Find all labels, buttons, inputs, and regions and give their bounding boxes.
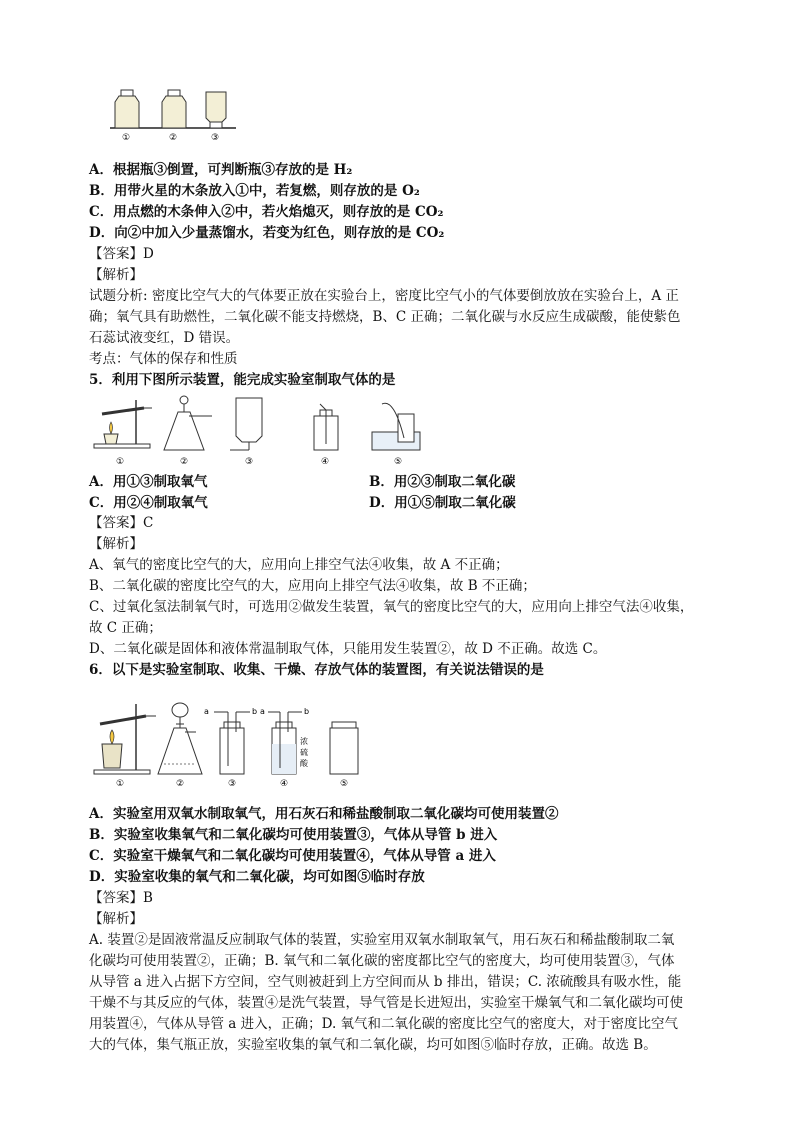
q4-topic: 考点：气体的保存和性质 bbox=[89, 351, 238, 367]
q4-answer: 【答案】D bbox=[89, 246, 154, 262]
q5-option-b: B．用②③制取二氧化碳 bbox=[369, 474, 516, 490]
fig6-port-a1: a bbox=[204, 707, 209, 716]
q6-analysis-line: 化碳均可使用装置②，正确；B. 氧气和二氧化碳的密度都比空气的密度大，均可使用装置③，气体 bbox=[89, 953, 675, 969]
q6-apparatus-figure bbox=[92, 698, 362, 788]
fig5-label-4: ④ bbox=[321, 457, 330, 467]
fig6-label-3: ③ bbox=[228, 779, 237, 788]
fig6-port-a2: a bbox=[260, 707, 265, 716]
q6-apparatus-3 bbox=[214, 712, 250, 774]
bottle-3-inverted bbox=[206, 92, 226, 128]
fig5-label-3: ③ bbox=[245, 457, 254, 467]
fig5-label-2: ② bbox=[180, 457, 189, 467]
fig1-label-1: ① bbox=[122, 133, 131, 143]
fig5-label-5: ⑤ bbox=[394, 457, 403, 467]
bottle-1-upright bbox=[115, 90, 139, 128]
fig6-label-5: ⑤ bbox=[340, 779, 349, 788]
apparatus-1-heating bbox=[94, 400, 152, 448]
q5-stem: 5．利用下图所示装置，能完成实验室制取气体的是 bbox=[89, 372, 396, 388]
q6-analysis-title: 【解析】 bbox=[89, 911, 143, 927]
fig1-label-3: ③ bbox=[211, 133, 220, 143]
q6-analysis-line: 从导管 a 进入占据下方空间，空气则被赶到上方空间而从 b 排出，错误；C. 浓硫酸具有吸水性，能 bbox=[89, 974, 682, 990]
fig6-port-b2: b bbox=[304, 707, 310, 716]
fig6-acid-char: 酸 bbox=[300, 759, 308, 768]
q6-option-a: A．实验室用双氧水制取氧气，用石灰石和稀盐酸制取二氧化碳均可使用装置② bbox=[89, 806, 559, 822]
q6-apparatus-4 bbox=[268, 712, 302, 774]
q6-apparatus-2 bbox=[158, 703, 202, 774]
q5-apparatus-figure bbox=[92, 392, 432, 468]
q5-analysis-title: 【解析】 bbox=[89, 536, 143, 552]
q6-option-c: C．实验室干燥氧气和二氧化碳均可使用装置④，气体从导管 a 进入 bbox=[89, 848, 496, 864]
q4-option-a: A．根据瓶③倒置，可判断瓶③存放的是 H₂ bbox=[89, 162, 353, 178]
q4-analysis-title: 【解析】 bbox=[89, 267, 143, 283]
gas-bottles-figure bbox=[108, 88, 238, 144]
q4-option-b: B．用带火星的木条放入①中，若复燃，则存放的是 O₂ bbox=[89, 183, 420, 199]
q4-analysis-line: 试题分析: 密度比空气大的气体要正放在实验台上，密度比空气小的气体要倒放放在实验台上，A 正 bbox=[89, 288, 679, 304]
q5-analysis-line: C、过氧化氢法制氧气时，可选用②做发生装置，氧气的密度比空气的大，应用向上排空气法④收集， bbox=[89, 599, 694, 615]
q5-analysis-line: 故 C 正确； bbox=[89, 620, 162, 636]
q5-option-a: A．用①③制取氧气 bbox=[89, 474, 208, 490]
fig6-label-4: ④ bbox=[280, 779, 289, 788]
q5-analysis-line: D、二氧化碳是固体和液体常温制取气体，只能用发生装置②，故 D 不正确。故选 C。 bbox=[89, 641, 607, 657]
q5-answer: 【答案】C bbox=[89, 515, 154, 531]
q5-analysis-line: B、二氧化碳的密度比空气的大，应用向上排空气法④收集，故 B 不正确； bbox=[89, 578, 536, 594]
q5-option-c: C．用②④制取氧气 bbox=[89, 495, 208, 511]
apparatus-4-bottle bbox=[314, 404, 338, 450]
apparatus-5-trough bbox=[372, 403, 420, 450]
q6-analysis-line: A. 装置②是固液常温反应制取气体的装置，实验室用双氧水制取氧气，用石灰石和稀盐酸制取二氧 bbox=[89, 932, 675, 948]
apparatus-2-flask bbox=[164, 396, 212, 450]
q5-option-d: D．用①⑤制取二氧化碳 bbox=[369, 495, 516, 511]
q6-option-b: B．实验室收集氧气和二氧化碳均可使用装置③，气体从导管 b 进入 bbox=[89, 827, 498, 843]
q6-answer: 【答案】B bbox=[89, 890, 153, 906]
fig6-label-2: ② bbox=[176, 779, 185, 788]
q4-option-d: D．向②中加入少量蒸馏水，若变为红色，则存放的是 CO₂ bbox=[89, 225, 445, 241]
q5-analysis-line: A、氧气的密度比空气的大，应用向上排空气法④收集，故 A 不正确； bbox=[89, 557, 509, 573]
fig6-port-b1: b bbox=[252, 707, 258, 716]
fig6-label-1: ① bbox=[116, 779, 125, 788]
fig6-acid-char: 浓 bbox=[300, 737, 308, 746]
q6-analysis-line: 用装置④，气体从导管 a 进入，正确；D. 氧气和二氧化碳的密度比空气的密度大，对于密度比空气 bbox=[89, 1016, 679, 1032]
q4-analysis-line: 石蕊试液变红，D 错误。 bbox=[89, 330, 240, 346]
fig5-label-1: ① bbox=[116, 457, 125, 467]
q6-apparatus-1 bbox=[94, 704, 156, 774]
q6-stem: 6．以下是实验室制取、收集、干燥、存放气体的装置图，有关说法错误的是 bbox=[89, 662, 544, 678]
q6-option-d: D．实验室收集的氧气和二氧化碳，均可如图⑤临时存放 bbox=[89, 869, 425, 885]
q6-apparatus-5 bbox=[330, 722, 358, 774]
q6-analysis-line: 干燥不与其反应的气体，装置④是洗气装置，导气管是长进短出，实验室干燥氧气和二氧化碳均可使 bbox=[89, 995, 683, 1011]
apparatus-3-bottle bbox=[230, 398, 262, 450]
q6-analysis-line: 大的气体，集气瓶正放，实验室收集的氧气和二氧化碳，均可如图⑤临时存放，正确。故选 B。 bbox=[89, 1037, 657, 1053]
bottle-2-upright bbox=[162, 90, 186, 128]
q4-option-c: C．用点燃的木条伸入②中，若火焰熄灭，则存放的是 CO₂ bbox=[89, 204, 444, 220]
q4-analysis-line: 确；氧气具有助燃性，二氧化碳不能支持燃烧，B、C 正确；二氧化碳与水反应生成碳酸，能使紫色 bbox=[89, 309, 681, 325]
fig6-acid-char: 硫 bbox=[300, 748, 308, 757]
fig1-label-2: ② bbox=[169, 133, 178, 143]
